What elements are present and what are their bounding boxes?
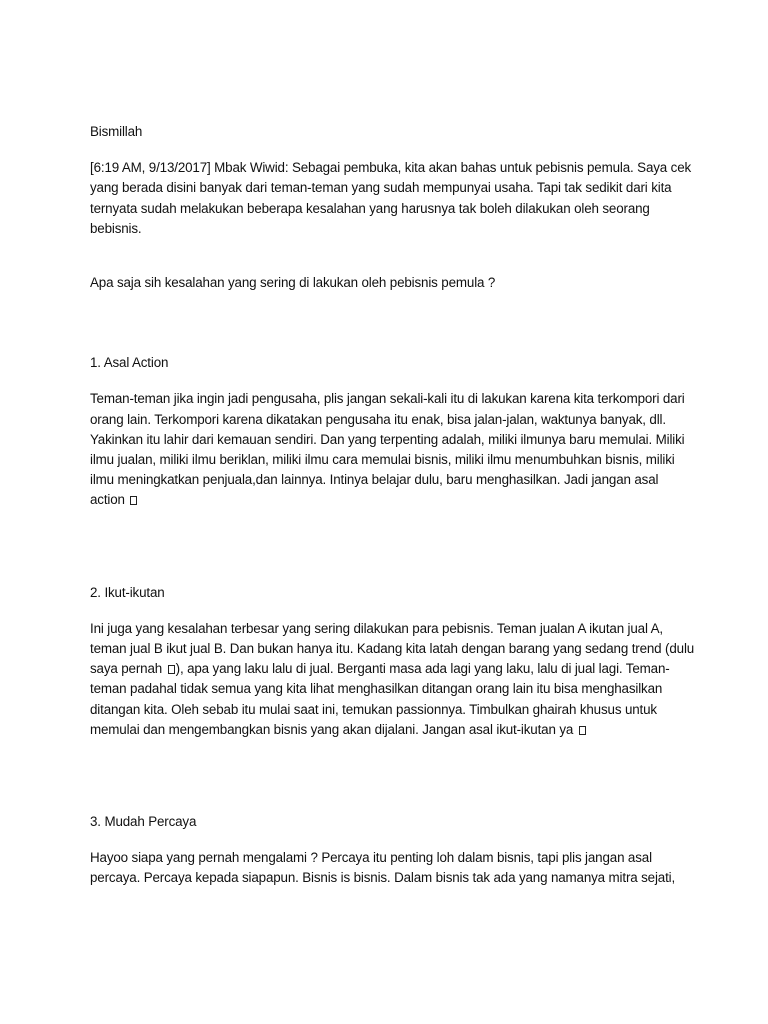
spacer xyxy=(90,293,686,353)
section-1-last-text: action xyxy=(90,492,125,508)
section-3-paragraph xyxy=(90,848,686,888)
spacer xyxy=(90,832,686,848)
section-2-line-with-emoji xyxy=(90,659,686,679)
section-2-last-text: memulai dan mengembangkan bisnis yang akan dijalani. Jangan asal ikut-ikutan ya xyxy=(90,721,574,737)
section-2-line-after: ), apa yang laku lalu di jual. Berganti masa ada lagi yang laku, lalu di jual lagi. Teman- xyxy=(175,661,670,677)
document-body xyxy=(90,122,695,889)
question-text: Apa saja sih kesalahan yang sering di lakukan oleh pebisnis pemula ? xyxy=(90,275,496,291)
section-1-line: orang lain. Terkompori karena dikatakan pengusaha itu enak, bisa jalan-jalan, waktunya banyak, dll. xyxy=(90,411,666,427)
section-1-heading: 1. Asal Action xyxy=(90,355,169,371)
section-1-line: Teman-teman jika ingin jadi pengusaha, plis jangan sekali-kali itu di lakukan karena kita terkompori dari xyxy=(90,391,685,407)
section-2-line: teman jual B ikut jual B. Dan bukan hanya itu. Kadang kita latah dengan barang yang sedang trend (dulu xyxy=(90,641,695,657)
section-1-last-line xyxy=(90,490,686,510)
intro-line: bebisnis. xyxy=(90,220,142,236)
missing-emoji-icon xyxy=(130,496,137,505)
spacer xyxy=(90,603,686,619)
section-1-line: ilmu meningkatkan penjuala,dan lainnya. Intinya belajar dulu, baru menghasilkan. Jadi jangan asal xyxy=(90,472,659,488)
section-2-last-line xyxy=(90,720,686,740)
intro-paragraph xyxy=(90,158,692,239)
spacer xyxy=(90,373,686,389)
section-2-heading: 2. Ikut-ikutan xyxy=(90,584,165,600)
missing-emoji-icon xyxy=(168,665,175,674)
spacer xyxy=(90,740,686,812)
section-2-line: Ini juga yang kesalahan terbesar yang sering dilakukan para pebisnis. Teman jualan A ikutan jual A, xyxy=(90,620,663,636)
section-3-line: percaya. Percaya kepada siapapun. Bisnis is bisnis. Dalam bisnis tak ada yang namanya mitra sejati, xyxy=(90,870,676,886)
section-1-paragraph xyxy=(90,389,686,510)
section-2-line: teman padahal tidak semua yang kita lihat menghasilkan ditangan orang lain itu bisa menghasilkan xyxy=(90,681,663,697)
greeting-text: Bismillah xyxy=(90,124,143,139)
section-3-line: Hayoo siapa yang pernah mengalami ? Percaya itu penting loh dalam bisnis, tapi plis jangan asal xyxy=(90,850,652,866)
spacer xyxy=(90,142,686,158)
intro-line: ternyata sudah melakukan beberapa kesalahan yang harusnya tak boleh dilakukan oleh seorang xyxy=(90,200,650,216)
section-2-paragraph xyxy=(90,619,695,740)
intro-line: yang berada disini banyak dari teman-teman yang sudah mempunyai usaha. Tapi tak sedikit dari kita xyxy=(90,180,672,196)
spacer xyxy=(90,511,686,583)
missing-emoji-icon xyxy=(579,726,586,735)
intro-line: [6:19 AM, 9/13/2017] Mbak Wiwid: Sebagai pembuka, kita akan bahas untuk pebisnis pemula. Saya cek xyxy=(90,160,692,176)
section-3-heading: 3. Mudah Percaya xyxy=(90,814,197,830)
section-2-line: ditangan kita. Oleh sebab itu mulai saat ini, temukan passionnya. Timbulkan ghairah khusus untuk xyxy=(90,701,657,717)
spacer xyxy=(90,239,686,273)
section-1-line: Yakinkan itu lahir dari kemauan sendiri. Dan yang terpenting adalah, miliki ilmunya baru memulai. Miliki xyxy=(90,431,685,447)
section-2-line-before: saya pernah xyxy=(90,661,163,677)
section-1-line: ilmu jualan, miliki ilmu beriklan, miliki ilmu cara memulai bisnis, miliki ilmu menumbuhkan bisnis, miliki xyxy=(90,452,675,468)
